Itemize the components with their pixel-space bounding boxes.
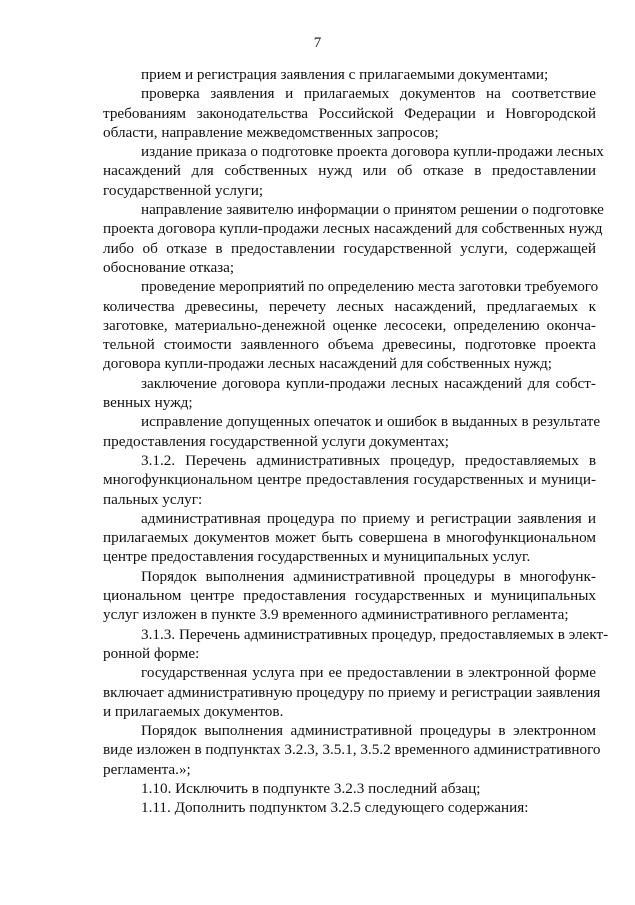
paragraph-line: предоставления государственной услуги документах; (103, 432, 450, 450)
paragraph-line: направление заявителю информации о принятом решении о подготовке (141, 201, 604, 219)
paragraph-line: количества древесины, перечету лесных насаждений, предлагаемых к (103, 297, 596, 315)
paragraph-line: прием и регистрация заявления с прилагаемыми документами; (141, 66, 549, 83)
document-body (103, 65, 609, 818)
paragraph-line: многофункциональном центре предоставления государственных и муници- (103, 471, 596, 489)
paragraph (103, 567, 596, 625)
paragraph-line: проведение мероприятий по определению места заготовки требуемого (141, 278, 599, 296)
paragraph-line: издание приказа о подготовке проекта договора купли-продажи лесных (141, 143, 604, 161)
paragraph-line: заключение договора купли-продажи лесных насаждений для собст- (141, 374, 596, 392)
paragraph-line: венных нужд; (103, 394, 193, 412)
paragraph (103, 779, 596, 798)
paragraph-line: регламента.»; (103, 760, 191, 778)
paragraph-line: проверка заявления и прилагаемых документов на соответствие (141, 85, 596, 103)
paragraph-line: услуг изложен в пункте 3.9 временного административного регламента; (103, 606, 569, 624)
paragraph-line: Порядок выполнения административной процедуры в многофунк- (141, 567, 596, 585)
paragraph-line: 3.1.3. Перечень административных процедур, предоставляемых в элект- (141, 625, 609, 643)
paragraph-line: договора купли-продажи лесных насаждений для собственных нужд; (103, 355, 552, 373)
paragraph-line: заготовке, материально-денежной оценке лесосеки, определению оконча- (103, 316, 596, 334)
paragraph-line: насаждений для собственных нужд или об отказе в предоставлении (103, 162, 596, 180)
paragraph-line: тельной стоимости заявленного объема древесины, подготовке проекта (103, 336, 596, 354)
paragraph-line: исправление допущенных опечаток и ошибок в выданных в результате (141, 413, 601, 431)
paragraph (103, 451, 596, 509)
paragraph (103, 84, 596, 142)
paragraph-line: либо об отказе в предоставлении государственной услуги, содержащей (103, 239, 596, 257)
paragraph (103, 625, 609, 664)
paragraph-line: Порядок выполнения административной процедуры в электронном (141, 722, 596, 740)
paragraph-line: виде изложен в подпунктах 3.2.3, 3.5.1, 3.5.2 временного административного (103, 741, 601, 759)
paragraph-line: обоснование отказа; (103, 258, 235, 276)
paragraph (103, 374, 596, 413)
paragraph (103, 200, 604, 277)
paragraph (103, 663, 601, 721)
paragraph-line: требованиям законодательства Российской Федерации и Новгородской (103, 104, 596, 122)
paragraph (103, 142, 604, 200)
paragraph (103, 65, 596, 84)
paragraph (103, 798, 596, 817)
paragraph-line: области, направление межведомственных запросов; (103, 123, 439, 141)
paragraph-line: государственной услуги; (103, 181, 264, 199)
paragraph-line: 1.11. Дополнить подпунктом 3.2.5 следующего содержания: (141, 799, 529, 817)
paragraph-line: проекта договора купли-продажи лесных насаждений для собственных нужд (103, 220, 603, 238)
paragraph-line: прилагаемых документов может быть совершена в многофункциональном (103, 529, 596, 547)
paragraph-line: и прилагаемых документов. (103, 702, 284, 720)
paragraph (103, 277, 599, 373)
paragraph-line: 3.1.2. Перечень административных процедур, предоставляемых в (141, 451, 596, 469)
paragraph-line: циональном центре предоставления государственных и муниципальных (103, 587, 596, 605)
paragraph-line: включает административную процедуру по приему и регистрации заявления (103, 683, 601, 701)
paragraph (103, 509, 596, 567)
paragraph-line: 1.10. Исключить в подпункте 3.2.3 последний абзац; (141, 779, 481, 797)
paragraph-line: пальных услуг: (103, 490, 203, 508)
paragraph-line: центре предоставления государственных и муниципальных услуг. (103, 548, 531, 566)
page-number: 7 (313, 35, 322, 51)
paragraph-line: ронной форме: (103, 644, 200, 662)
paragraph (103, 721, 601, 779)
paragraph-line: административная процедура по приему и регистрации заявления и (141, 509, 596, 527)
paragraph (103, 412, 601, 451)
paragraph-line: государственная услуга при ее предоставлении в электронной форме (141, 664, 596, 682)
